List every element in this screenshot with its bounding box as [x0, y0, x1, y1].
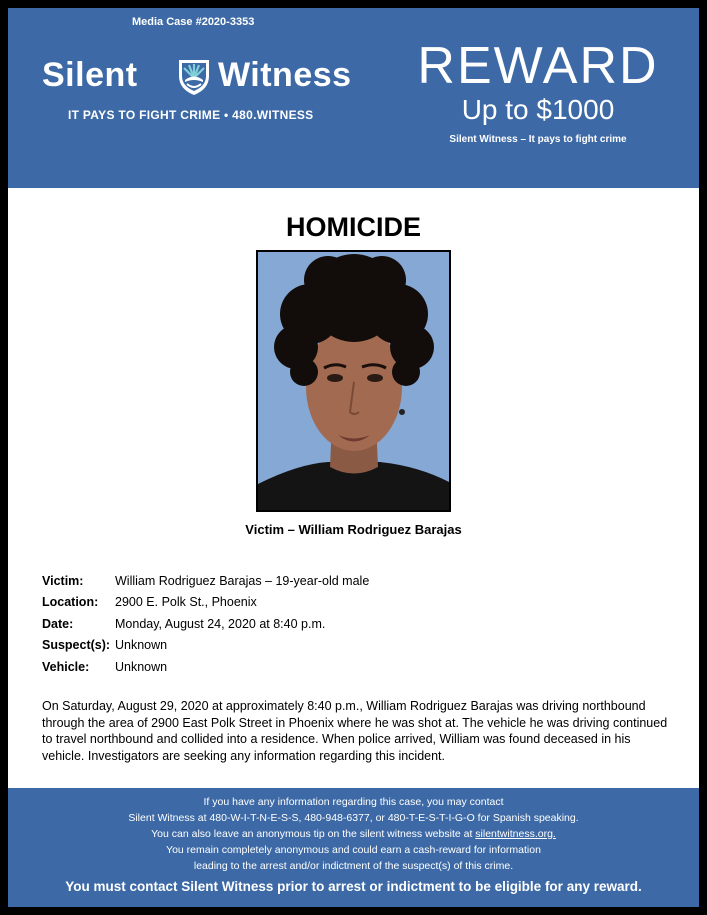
reward-eligibility-notice: You must contact Silent Witness prior to arrest or indictment to be eligible for any reward.: [65, 879, 642, 894]
victim-photo: [256, 250, 451, 512]
logo-text-witness: Witness: [218, 56, 352, 94]
detail-label: Suspect(s):: [42, 638, 111, 652]
footer-line-3: [8, 828, 699, 840]
logo-text-silent: Silent: [42, 56, 138, 94]
detail-value: Monday, August 24, 2020 at 8:40 p.m.: [115, 617, 326, 631]
logo-tagline: IT PAYS TO FIGHT CRIME • 480.WITNESS: [68, 108, 314, 122]
footer-line-3-text: You can also leave an anonymous tip on the silent witness website at: [151, 828, 476, 840]
detail-value: Unknown: [115, 638, 168, 652]
footer-line-2: Silent Witness at 480-W-I-T-N-E-S-S, 480-948-6377, or 480-T-E-S-T-I-G-O for Spanish speaking.: [128, 812, 579, 824]
case-narrative: On Saturday, August 29, 2020 at approximately 8:40 p.m., William Rodriguez Barajas was driving northbound through the area of 2900 East Polk Street in Phoenix where he was shot at. The vehicle he was driving continued to travel northbound and collided into a residence. When police arrived, William was found deceased in his vehicle. Investigators are seeking any information regarding this incident.: [42, 699, 668, 763]
victim-portrait-image: [258, 252, 449, 510]
footer-banner: [8, 788, 699, 907]
crime-type-title: HOMICIDE: [286, 212, 421, 242]
header-banner: [8, 8, 699, 188]
photo-caption: Victim – William Rodriguez Barajas: [245, 522, 462, 537]
detail-value: William Rodriguez Barajas – 19-year-old male: [115, 574, 370, 588]
footer-line-1: If you have any information regarding this case, you may contact: [203, 796, 504, 808]
detail-label: Vehicle:: [42, 660, 90, 674]
website-link[interactable]: silentwitness.org.: [475, 828, 556, 840]
flyer-page: [8, 8, 699, 907]
media-case-number: Media Case #2020-3353: [132, 16, 255, 28]
sunburst-shield-icon: [176, 56, 212, 96]
reward-amount: Up to $1000: [461, 94, 615, 125]
reward-subtitle: Silent Witness – It pays to fight crime: [449, 134, 627, 145]
detail-label: Victim:: [42, 574, 84, 588]
footer-line-4: You remain completely anonymous and could earn a cash-reward for information: [166, 844, 541, 856]
detail-label: Location:: [42, 595, 99, 609]
detail-label: Date:: [42, 617, 74, 631]
footer-line-5: leading to the arrest and/or indictment of the suspect(s) of this crime.: [193, 860, 514, 872]
reward-heading: REWARD: [417, 37, 659, 95]
detail-value: Unknown: [115, 660, 168, 674]
silent-witness-logo: [42, 56, 372, 126]
detail-value: 2900 E. Polk St., Phoenix: [115, 595, 257, 609]
